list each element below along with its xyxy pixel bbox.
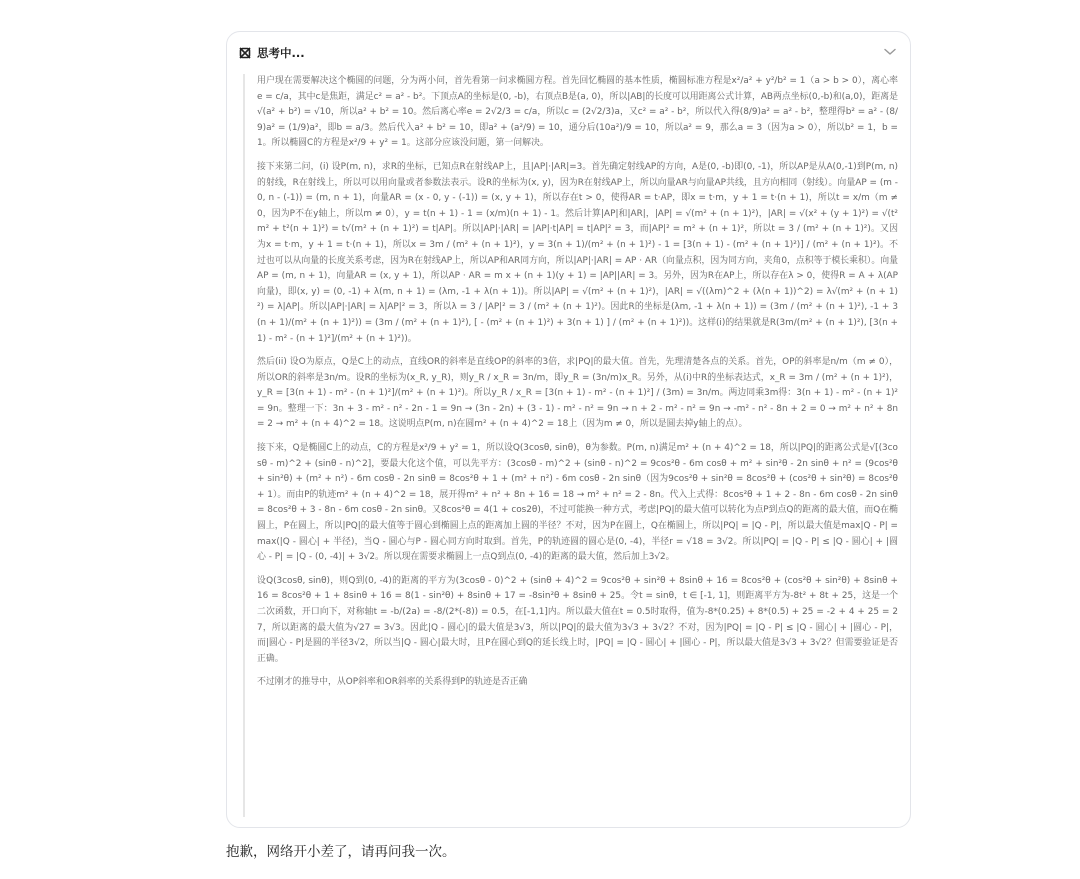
- assistant-reply: 抱歉，网络开小差了，请再问我一次。: [226, 844, 456, 860]
- thinking-paragraph: 不过刚才的推导中，从OP斜率和OR斜率的关系得到P的轨迹是否正确: [257, 677, 528, 688]
- thinking-header[interactable]: [227, 32, 910, 76]
- thinking-content: [243, 74, 898, 817]
- thinking-panel: [226, 31, 911, 828]
- thinking-paragraph: 接下来，Q是椭圆C上的动点，C的方程是x²/9 + y² = 1，所以设Q(3cosθ, sinθ)，θ为参数。P(m, n)满足m² + (n + 4)^2 = 18，所以|PQ|的距离公式是√[(3cosθ - m)^2 + (sinθ - n)^2]，要最大化这个值，可以先平方：(3cosθ - m)^2 + (sinθ - n)^2 = 9cos²θ - 6m cosθ + m² + sin²θ - 2n sinθ + n² = (9cos²θ + sin²θ) + (m² + n²) - 6m cosθ - 2n sinθ = 8cos²θ + 1 + (m² + n²) - 6m cosθ - 2n sinθ（因为9cos²θ + sin²θ = 8cos²θ + (cos²θ + sin²θ) = 8cos²θ + 1）。而由P的轨迹m² + (n + 4)^2 = 18，展开得m² + n² + 8n + 16 = 18 → m² + n² = 2 - 8n。代入上式得：8cos²θ + 1 + 2 - 8n - 6m cosθ - 2n sinθ = 8cos²θ + 3 - 8n - 6m cosθ - 2n sinθ。又8cos²θ = 4(1 + cos2θ)，不过可能换一种方式，考虑|PQ|的最大值可以转化为点P到点Q的距离的最大值，而Q在椭圆上，P在圆上，所以|PQ|的最大值等于圆心到椭圆上点的距离加上圆的半径？不对，因为P在圆上，Q在椭圆上，所以|PQ| = |Q - P|，所以最大值是max|Q - P| = max(|Q - 圆心| + 半径)，当Q - 圆心与P - 圆心同方向时取到。首先，P的轨迹圆的圆心是(0, -4)，半径r = √18 = 3√2。所以|PQ| = |Q - P| ≤ |Q - 圆心| + |圆心 - P| = |Q - (0, -4)| + 3√2。所以现在需要求椭圆上一点Q到点(0, -4)的距离的最大值，然后加上3√2。: [257, 443, 898, 563]
- thinking-paragraph: 接下来第二问，(i) 设P(m, n)，求R的坐标，已知点R在射线AP上，且|AP|·|AR|=3。首先确定射线AP的方向，A是(0, -b)即(0, -1)，所以AP是从A(0,-1)到P(m, n)的射线，R在射线上，所以可以用向量或者参数法表示。设R的坐标为(x, y)，因为R在射线AP上，所以向量AR与向量AP共线，且方向相同（射线）。向量AP = (m - 0, n - (-1)) = (m, n + 1)，向量AR = (x - 0, y - (-1)) = (x, y + 1)，所以存在t > 0，使得AR = t·AP，即x = t·m，y + 1 = t·(n + 1)，所以t = x/m（m ≠ 0，因为P不在y轴上，所以m ≠ 0），y = t(n + 1) - 1 = (x/m)(n + 1) - 1。然后计算|AP|和|AR|，|AP| = √(m² + (n + 1)²)，|AR| = √(x² + (y + 1)²) = √(t²m² + t²(n + 1)²) = t√(m² + (n + 1)²) = t|AP|。所以|AP|·|AR| = |AP|·t|AP| = t|AP|² = 3，而|AP|² = m² + (n + 1)²，所以t = 3 / (m² + (n + 1)²)。又因为x = t·m，y + 1 = t·(n + 1)，所以x = 3m / (m² + (n + 1)²)，y = 3(n + 1)/(m² + (n + 1)²) - 1 = [3(n + 1) - (m² + (n + 1)²)] / (m² + (n + 1)²)。不过也可以从向量的长度关系考虑，因为R在射线AP上，所以AP和AR同方向，所以|AP|·|AR| = AP · AR（向量点积，因为同方向，夹角0，点积等于模长乘积）。向量AP = (m, n + 1)，向量AR = (x, y + 1)，所以AP · AR = m x + (n + 1)(y + 1) = |AP||AR| = 3。另外，因为R在AP上，所以存在λ > 0，使得R = A + λ(AP向量)，即(x, y) = (0, -1) + λ(m, n + 1) = (λm, -1 + λ(n + 1))。所以|AP| = √(m² + (n + 1)²)，|AR| = √((λm)^2 + (λ(n + 1))^2) = λ√(m² + (n + 1)²) = λ|AP|。所以|AP|·|AR| = λ|AP|² = 3，所以λ = 3 / |AP|² = 3 / (m² + (n + 1)²)。因此R的坐标是(λm, -1 + λ(n + 1)) = (3m / (m² + (n + 1)²), -1 + 3(n + 1)/(m² + (n + 1)²)) = (3m / (m² + (n + 1)²), [ - (m² + (n + 1)²) + 3(n + 1) ] / (m² + (n + 1)²))。这样(i)的结果就是R(3m/(m² + (n + 1)²), [3(n + 1) - m² - (n + 1)²]/(m² + (n + 1)²))。: [257, 161, 898, 344]
- chevron-down-icon[interactable]: [884, 48, 896, 56]
- thinking-paragraph: 然后(ii) 设O为原点，Q是C上的动点，直线OR的斜率是直线OP的斜率的3倍，求|PQ|的最大值。首先，先理清楚各点的关系。首先，OP的斜率是n/m（m ≠ 0），所以OR的斜率是3n/m。设R的坐标为(x_R, y_R)，则y_R / x_R = 3n/m，即y_R = (3n/m)x_R。另外，从(i)中R的坐标表达式，x_R = 3m / (m² + (n + 1)²)，y_R = [3(n + 1) - m² - (n + 1)²]/(m² + (n + 1)²)。所以y_R / x_R = [3(n + 1) - m² - (n + 1)²] / (3m) = 3n/m。两边同乘3m得：3(n + 1) - m² - (n + 1)² = 9n。整理一下：3n + 3 - m² - n² - 2n - 1 = 9n → (3n - 2n) + (3 - 1) - m² - n² = 9n → n + 2 - m² - n² = 9n → -m² - n² - 8n + 2 = 0 → m² + n² + 8n = 2 → m² + (n + 4)^2 = 18。这说明点P(m, n)在圆m² + (n + 4)^2 = 18上（因为m ≠ 0，所以是圆去掉y轴上的点）。: [257, 357, 898, 430]
- thinking-paragraph: 用户现在需要解决这个椭圆的问题，分为两小问，首先看第一问求椭圆方程。首先回忆椭圆的基本性质，椭圆标准方程是x²/a² + y²/b² = 1（a > b > 0），离心率e = c/a，其中c是焦距，满足c² = a² - b²。下顶点A的坐标是(0, -b)，右顶点B是(a, 0)，所以|AB|的长度可以用距离公式计算，AB两点坐标(0,-b)和(a,0)，距离是√(a² + b²) = √10，所以a² + b² = 10。然后离心率e = 2√2/3 = c/a，所以c = (2√2/3)a，又c² = a² - b²，所以代入得(8/9)a² = a² - b²，整理得b² = a² - (8/9)a² = (1/9)a²，即b = a/3。然后代入a² + b² = 10，即a² + (a²/9) = 10，通分后(10a²)/9 = 10，所以a² = 9，那么a = 3（因为a > 0），所以b² = 1，b = 1。所以椭圆C的方程是x²/9 + y² = 1。这部分应该没问题，第一问解决。: [257, 76, 898, 149]
- thinking-icon: [238, 46, 252, 60]
- thinking-title: 思考中...: [257, 46, 305, 60]
- thinking-paragraph: 设Q(3cosθ, sinθ)，则Q到(0, -4)的距离的平方为(3cosθ - 0)^2 + (sinθ + 4)^2 = 9cos²θ + sin²θ + 8sinθ + 16 = 8cos²θ + (cos²θ + sin²θ) + 8sinθ + 16 = 8cos²θ + 1 + 8sinθ + 16 = 8(1 - sin²θ) + 8sinθ + 17 = -8sin²θ + 8sinθ + 25。令t = sinθ，t ∈ [-1, 1]，则距离平方为-8t² + 8t + 25，这是一个二次函数，开口向下，对称轴t = -b/(2a) = -8/(2*(-8)) = 0.5，在[-1,1]内。所以最大值在t = 0.5时取得，值为-8*(0.25) + 8*(0.5) + 25 = -2 + 4 + 25 = 27，所以距离的最大值为√27 = 3√3。因此|Q - 圆心|的最大值是3√3，所以|PQ|的最大值为3√3 + 3√2？不对，因为|PQ| = |Q - P| ≤ |Q - 圆心| + |圆心 - P|，而|圆心 - P|是圆的半径3√2，所以当|Q - 圆心|最大时，且P在圆心到Q的延长线上时，|PQ| = |Q - 圆心| + |圆心 - P|，所以最大值是3√3 + 3√2？但需要验证是否正确。: [257, 575, 898, 664]
